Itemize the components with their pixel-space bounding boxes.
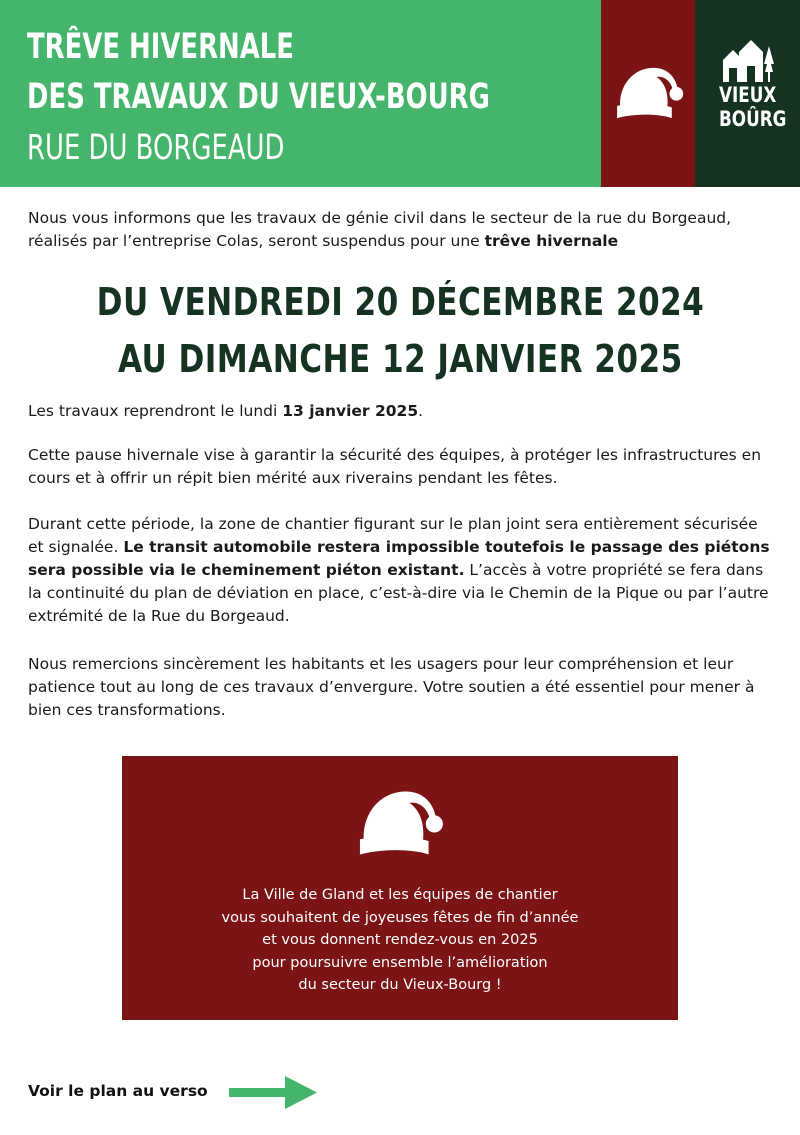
greeting-line: du secteur du Vieux-Bourg ! [298, 977, 502, 993]
merci-paragraph: Nous remercions sincèrement les habitants et les usagers pour leur compréhension et leur patience tout au long de ces travaux d’envergure. Votre soutien a été essentiel pour mener à bien ces transformations. [28, 655, 755, 719]
resume-end: . [418, 402, 424, 420]
intro-paragraph [28, 207, 773, 253]
arrow-right-icon [229, 1076, 317, 1109]
greeting-box [122, 756, 678, 1020]
title-line-3: RUE DU BORGEAUD [27, 128, 285, 168]
greeting-text [122, 884, 678, 997]
house-tree-icon [719, 38, 775, 84]
durant-text-2: L’accès à votre propriété se fera dans la continuité du plan de déviation en place, c’est-à-dire via le Chemin de la Pique ou par l’autre extrémité de la Rue du Borgeaud. [28, 561, 769, 625]
date-line-1 [0, 280, 800, 324]
date-to: AU DIMANCHE 12 JANVIER 2025 [117, 337, 683, 381]
date-line-2 [0, 337, 800, 381]
pause-paragraph: Cette pause hivernale vise à garantir la sécurité des équipes, à protéger les infrastructures en cours et à offrir un répit bien mérité aux riverains pendant les fêtes. [28, 446, 762, 487]
resume-text: Les travaux reprendront le lundi [28, 402, 283, 420]
header-banner [0, 0, 800, 187]
intro-text: Nous vous informons que les travaux de génie civil dans le secteur de la rue du Borgeaud, réalisés par l’entreprise Colas, seront suspendus pour une [28, 209, 732, 250]
greeting-line: vous souhaitent de joyeuses fêtes de fin d’année [221, 909, 579, 926]
santa-hat-icon [611, 60, 687, 126]
logo-line-1: VIEUX [719, 83, 777, 107]
intro-bold: trêve hivernale [484, 232, 619, 250]
durant-paragraph [28, 513, 773, 628]
greeting-line: pour poursuivre ensemble l’amélioration [252, 954, 548, 971]
greeting-line: La Ville de Gland et les équipes de chantier [242, 887, 558, 903]
greeting-line: et vous donnent rendez-vous en 2025 [262, 932, 538, 948]
date-from: DU VENDREDI 20 DÉCEMBRE 2024 [96, 280, 704, 324]
title-line-1: TRÊVE HIVERNALE [27, 27, 294, 67]
logo-line-2: BOÛRG [719, 107, 787, 131]
santa-hat-icon [350, 782, 450, 864]
durant-bold: Le transit automobile restera impossible toutefois le passage des piétons sera possible via le cheminement piéton existant. [28, 538, 770, 579]
resume-date: 13 janvier 2025 [282, 402, 419, 420]
durant-text-1: Durant cette période, la zone de chantier figurant sur le plan joint sera entièrement sécurisée et signalée. [28, 515, 758, 556]
title-line-2: DES TRAVAUX DU VIEUX-BOURG [27, 77, 490, 117]
resume-paragraph [28, 400, 773, 423]
see-plan-label: Voir le plan au verso [28, 1082, 208, 1100]
